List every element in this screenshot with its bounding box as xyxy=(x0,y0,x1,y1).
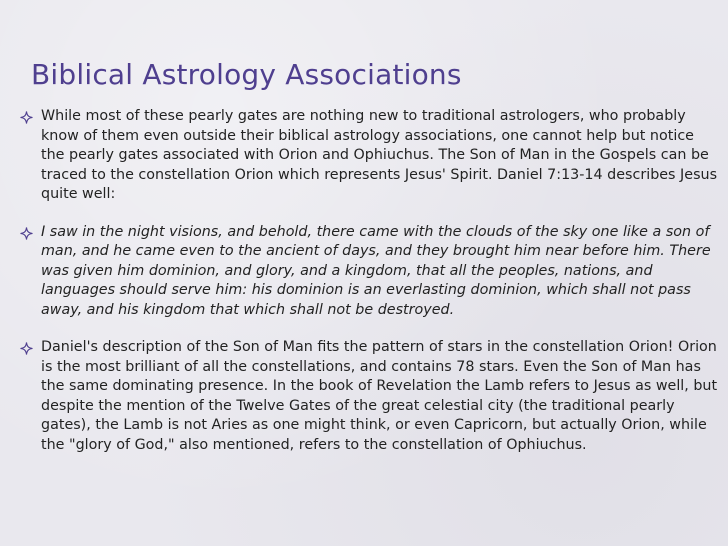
four-point-star-icon xyxy=(20,227,33,240)
four-point-star-icon xyxy=(20,111,33,124)
bullet-text: While most of these pearly gates are nothing new to traditional astrologers, who probably know of them even outside their biblical astrology associations, one cannot help but notice the pearly gates associated with Orion and Ophiuchus. The Son of Man in the Gospels can be traced to the constellation Orion which represents Jesus' Spirit. Daniel 7:13-14 describes Jesus quite well: xyxy=(41,108,718,202)
bullet-text: I saw in the night visions, and behold, there came with the clouds of the sky one like a son of man, and he came even to the ancient of days, and they brought him near before him. There was given him dominion, and glory, and a kingdom, that all the peoples, nations, and languages should serve him: his dominion is an everlasting dominion, which shall not pass away, and his kingdom that which shall not be destroyed. xyxy=(41,223,711,318)
four-point-star-icon xyxy=(20,342,33,355)
bullet-text: Daniel's description of the Son of Man fits the pattern of stars in the constellation Orion! Orion is the most brilliant of all the constellations, and contains 78 stars. Even the Son of Man has the same dominating presence. In the book of Revelation the Lamb refers to Jesus as well, but despite the mention of the Twelve Gates of the great celestial city (the traditional pearly gates), the Lamb is not Aries as one might think, or even Capricorn, but actually Orion, while the "glory of God," also mentioned, refers to the constellation of Ophiuchus. xyxy=(41,339,718,453)
bullet-item xyxy=(20,338,720,455)
bullet-item xyxy=(20,107,720,205)
slide-title: Biblical Astrology Associations xyxy=(31,58,462,91)
bullet-item-quote xyxy=(20,223,720,321)
bullet-list xyxy=(20,107,720,473)
